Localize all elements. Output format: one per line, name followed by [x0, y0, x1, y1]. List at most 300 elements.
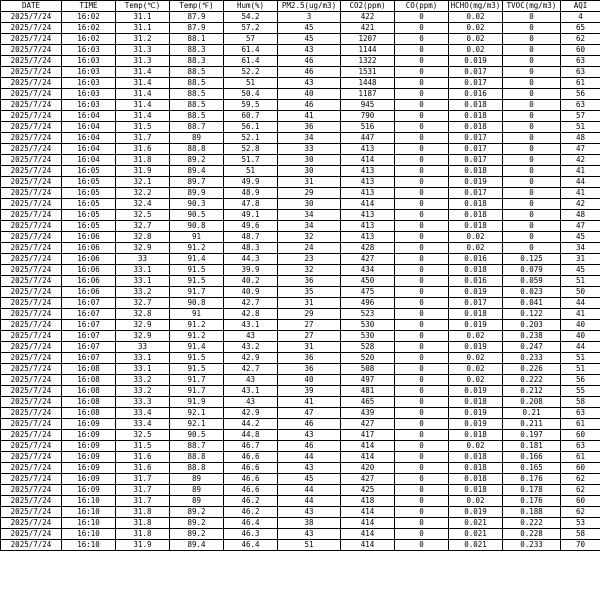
cell-time: 16:03 — [62, 89, 116, 100]
cell-time: 16:04 — [62, 122, 116, 133]
cell-temp-f: 89.2 — [170, 529, 224, 540]
cell-co2: 1448 — [341, 78, 395, 89]
cell-time: 16:09 — [62, 463, 116, 474]
cell-hcho: 0.019 — [449, 287, 503, 298]
cell-co2: 413 — [341, 166, 395, 177]
cell-temp-f: 88.8 — [170, 144, 224, 155]
table-body — [1, 12, 600, 551]
cell-hcho: 0.018 — [449, 210, 503, 221]
cell-time: 16:05 — [62, 177, 116, 188]
cell-date: 2025/7/24 — [1, 397, 62, 408]
cell-pm25: 46 — [278, 56, 341, 67]
table-row — [1, 441, 600, 452]
cell-humidity: 40.9 — [224, 287, 278, 298]
cell-temp-f: 87.9 — [170, 12, 224, 23]
cell-time: 16:06 — [62, 287, 116, 298]
cell-temp-c: 33.1 — [116, 265, 170, 276]
cell-temp-f: 91.5 — [170, 276, 224, 287]
cell-co2: 428 — [341, 243, 395, 254]
cell-tvoc: 0 — [503, 34, 561, 45]
cell-co2: 414 — [341, 529, 395, 540]
cell-tvoc: 0 — [503, 144, 561, 155]
cell-time: 16:08 — [62, 375, 116, 386]
cell-humidity: 46.6 — [224, 452, 278, 463]
cell-hcho: 0.02 — [449, 353, 503, 364]
cell-pm25: 27 — [278, 320, 341, 331]
cell-co2: 523 — [341, 309, 395, 320]
cell-aqi: 48 — [561, 133, 600, 144]
cell-co2: 414 — [341, 155, 395, 166]
cell-pm25: 31 — [278, 342, 341, 353]
header-temp-f: Temp(℉) — [170, 1, 224, 12]
table-row — [1, 12, 600, 23]
cell-aqi: 42 — [561, 199, 600, 210]
cell-humidity: 46.6 — [224, 463, 278, 474]
cell-hcho: 0.021 — [449, 518, 503, 529]
cell-tvoc: 0.233 — [503, 353, 561, 364]
cell-humidity: 50.4 — [224, 89, 278, 100]
cell-co2: 434 — [341, 265, 395, 276]
table-row — [1, 23, 600, 34]
cell-co: 0 — [395, 507, 449, 518]
cell-co: 0 — [395, 287, 449, 298]
cell-co: 0 — [395, 496, 449, 507]
cell-temp-c: 31.7 — [116, 133, 170, 144]
cell-temp-f: 88.5 — [170, 78, 224, 89]
cell-co: 0 — [395, 144, 449, 155]
cell-temp-f: 92.1 — [170, 419, 224, 430]
cell-temp-c: 32.4 — [116, 199, 170, 210]
cell-date: 2025/7/24 — [1, 78, 62, 89]
cell-co: 0 — [395, 298, 449, 309]
cell-co: 0 — [395, 155, 449, 166]
cell-temp-c: 32.9 — [116, 243, 170, 254]
cell-temp-c: 31.6 — [116, 144, 170, 155]
cell-date: 2025/7/24 — [1, 155, 62, 166]
cell-time: 16:07 — [62, 320, 116, 331]
cell-co: 0 — [395, 408, 449, 419]
cell-aqi: 60 — [561, 463, 600, 474]
cell-co2: 413 — [341, 232, 395, 243]
cell-hcho: 0.019 — [449, 386, 503, 397]
cell-date: 2025/7/24 — [1, 111, 62, 122]
cell-date: 2025/7/24 — [1, 430, 62, 441]
cell-temp-f: 90.5 — [170, 430, 224, 441]
cell-co2: 465 — [341, 397, 395, 408]
cell-tvoc: 0.211 — [503, 419, 561, 430]
cell-co: 0 — [395, 232, 449, 243]
cell-temp-f: 89 — [170, 474, 224, 485]
cell-temp-c: 32.2 — [116, 188, 170, 199]
cell-tvoc: 0 — [503, 221, 561, 232]
cell-humidity: 49.9 — [224, 177, 278, 188]
cell-co: 0 — [395, 166, 449, 177]
cell-co2: 414 — [341, 540, 395, 551]
header-co: CO(ppm) — [395, 1, 449, 12]
cell-humidity: 42.7 — [224, 364, 278, 375]
table-row — [1, 287, 600, 298]
cell-pm25: 32 — [278, 232, 341, 243]
cell-co: 0 — [395, 430, 449, 441]
table-row — [1, 100, 600, 111]
cell-date: 2025/7/24 — [1, 276, 62, 287]
cell-humidity: 46.6 — [224, 474, 278, 485]
cell-hcho: 0.02 — [449, 12, 503, 23]
cell-co2: 945 — [341, 100, 395, 111]
cell-tvoc: 0.228 — [503, 529, 561, 540]
cell-co2: 1531 — [341, 67, 395, 78]
cell-co2: 420 — [341, 463, 395, 474]
table-row — [1, 397, 600, 408]
cell-co2: 475 — [341, 287, 395, 298]
cell-aqi: 41 — [561, 309, 600, 320]
cell-time: 16:05 — [62, 188, 116, 199]
cell-pm25: 34 — [278, 210, 341, 221]
cell-temp-f: 88.7 — [170, 441, 224, 452]
cell-humidity: 46.2 — [224, 496, 278, 507]
header-hcho: HCHO(mg/m3) — [449, 1, 503, 12]
cell-temp-f: 91.4 — [170, 254, 224, 265]
table-row — [1, 298, 600, 309]
cell-hcho: 0.016 — [449, 89, 503, 100]
cell-pm25: 44 — [278, 452, 341, 463]
cell-time: 16:08 — [62, 397, 116, 408]
cell-date: 2025/7/24 — [1, 452, 62, 463]
cell-temp-f: 88.8 — [170, 463, 224, 474]
cell-date: 2025/7/24 — [1, 166, 62, 177]
cell-date: 2025/7/24 — [1, 529, 62, 540]
cell-date: 2025/7/24 — [1, 419, 62, 430]
cell-date: 2025/7/24 — [1, 199, 62, 210]
cell-pm25: 44 — [278, 496, 341, 507]
cell-time: 16:09 — [62, 452, 116, 463]
cell-hcho: 0.019 — [449, 177, 503, 188]
cell-humidity: 52.1 — [224, 133, 278, 144]
table-row — [1, 518, 600, 529]
cell-time: 16:07 — [62, 342, 116, 353]
cell-time: 16:07 — [62, 298, 116, 309]
cell-pm25: 36 — [278, 276, 341, 287]
cell-hcho: 0.016 — [449, 276, 503, 287]
cell-pm25: 33 — [278, 144, 341, 155]
cell-temp-f: 91.7 — [170, 386, 224, 397]
cell-pm25: 30 — [278, 166, 341, 177]
cell-hcho: 0.018 — [449, 485, 503, 496]
cell-aqi: 55 — [561, 386, 600, 397]
cell-pm25: 43 — [278, 507, 341, 518]
cell-temp-f: 89 — [170, 496, 224, 507]
cell-temp-c: 33.2 — [116, 375, 170, 386]
cell-hcho: 0.02 — [449, 45, 503, 56]
cell-temp-c: 32.9 — [116, 320, 170, 331]
cell-temp-c: 31.9 — [116, 540, 170, 551]
cell-temp-c: 31.4 — [116, 89, 170, 100]
cell-aqi: 63 — [561, 100, 600, 111]
cell-date: 2025/7/24 — [1, 23, 62, 34]
cell-temp-c: 31.2 — [116, 34, 170, 45]
cell-time: 16:02 — [62, 34, 116, 45]
cell-temp-f: 90.8 — [170, 221, 224, 232]
cell-humidity: 44.8 — [224, 430, 278, 441]
cell-temp-c: 31.1 — [116, 23, 170, 34]
table-row — [1, 276, 600, 287]
header-date: DATE — [1, 1, 62, 12]
cell-aqi: 40 — [561, 331, 600, 342]
cell-temp-c: 32.1 — [116, 177, 170, 188]
cell-pm25: 51 — [278, 540, 341, 551]
cell-tvoc: 0.165 — [503, 463, 561, 474]
table-row — [1, 342, 600, 353]
cell-hcho: 0.019 — [449, 419, 503, 430]
cell-date: 2025/7/24 — [1, 353, 62, 364]
cell-hcho: 0.021 — [449, 540, 503, 551]
cell-time: 16:10 — [62, 518, 116, 529]
cell-temp-c: 32.5 — [116, 430, 170, 441]
cell-tvoc: 0 — [503, 199, 561, 210]
cell-time: 16:07 — [62, 309, 116, 320]
cell-aqi: 51 — [561, 364, 600, 375]
cell-hcho: 0.018 — [449, 265, 503, 276]
cell-tvoc: 0.176 — [503, 474, 561, 485]
table-row — [1, 408, 600, 419]
table-row — [1, 353, 600, 364]
cell-co2: 496 — [341, 298, 395, 309]
cell-aqi: 57 — [561, 111, 600, 122]
cell-co: 0 — [395, 254, 449, 265]
cell-humidity: 43.1 — [224, 320, 278, 331]
cell-date: 2025/7/24 — [1, 177, 62, 188]
cell-pm25: 31 — [278, 298, 341, 309]
cell-time: 16:10 — [62, 529, 116, 540]
header-row — [1, 1, 600, 12]
cell-co2: 413 — [341, 210, 395, 221]
cell-humidity: 61.4 — [224, 45, 278, 56]
cell-date: 2025/7/24 — [1, 243, 62, 254]
cell-temp-f: 88.3 — [170, 56, 224, 67]
cell-hcho: 0.019 — [449, 56, 503, 67]
cell-hcho: 0.019 — [449, 320, 503, 331]
cell-temp-f: 89.2 — [170, 155, 224, 166]
cell-date: 2025/7/24 — [1, 320, 62, 331]
cell-temp-c: 31.7 — [116, 485, 170, 496]
table-row — [1, 529, 600, 540]
cell-pm25: 32 — [278, 265, 341, 276]
cell-time: 16:06 — [62, 265, 116, 276]
cell-pm25: 43 — [278, 78, 341, 89]
table-row — [1, 364, 600, 375]
cell-co: 0 — [395, 133, 449, 144]
cell-co: 0 — [395, 12, 449, 23]
cell-tvoc: 0 — [503, 100, 561, 111]
cell-temp-c: 31.5 — [116, 122, 170, 133]
cell-hcho: 0.018 — [449, 397, 503, 408]
cell-humidity: 42.7 — [224, 298, 278, 309]
table-row — [1, 133, 600, 144]
table-row — [1, 111, 600, 122]
cell-humidity: 42.9 — [224, 353, 278, 364]
cell-tvoc: 0 — [503, 155, 561, 166]
cell-temp-f: 88.5 — [170, 100, 224, 111]
table-row — [1, 34, 600, 45]
cell-temp-c: 31.1 — [116, 12, 170, 23]
cell-co2: 481 — [341, 386, 395, 397]
cell-co: 0 — [395, 529, 449, 540]
table-row — [1, 56, 600, 67]
cell-humidity: 43.2 — [224, 342, 278, 353]
cell-tvoc: 0.023 — [503, 287, 561, 298]
cell-time: 16:03 — [62, 78, 116, 89]
cell-temp-f: 91.5 — [170, 364, 224, 375]
cell-time: 16:04 — [62, 133, 116, 144]
cell-time: 16:09 — [62, 441, 116, 452]
cell-aqi: 60 — [561, 496, 600, 507]
cell-co2: 414 — [341, 441, 395, 452]
cell-co2: 530 — [341, 320, 395, 331]
cell-aqi: 70 — [561, 540, 600, 551]
cell-co: 0 — [395, 78, 449, 89]
cell-temp-f: 91 — [170, 232, 224, 243]
cell-date: 2025/7/24 — [1, 287, 62, 298]
table-row — [1, 386, 600, 397]
cell-date: 2025/7/24 — [1, 122, 62, 133]
table-row — [1, 188, 600, 199]
cell-hcho: 0.018 — [449, 111, 503, 122]
cell-temp-f: 89.7 — [170, 177, 224, 188]
cell-temp-c: 31.4 — [116, 78, 170, 89]
cell-humidity: 44.3 — [224, 254, 278, 265]
cell-tvoc: 0.178 — [503, 485, 561, 496]
cell-time: 16:03 — [62, 100, 116, 111]
cell-hcho: 0.018 — [449, 221, 503, 232]
cell-aqi: 63 — [561, 441, 600, 452]
cell-co: 0 — [395, 210, 449, 221]
cell-co: 0 — [395, 243, 449, 254]
cell-hcho: 0.017 — [449, 155, 503, 166]
cell-aqi: 48 — [561, 210, 600, 221]
cell-co2: 1187 — [341, 89, 395, 100]
cell-co2: 413 — [341, 221, 395, 232]
cell-time: 16:04 — [62, 144, 116, 155]
cell-co: 0 — [395, 485, 449, 496]
cell-co: 0 — [395, 188, 449, 199]
cell-temp-f: 88.8 — [170, 452, 224, 463]
cell-tvoc: 0 — [503, 210, 561, 221]
cell-co2: 439 — [341, 408, 395, 419]
cell-co: 0 — [395, 34, 449, 45]
cell-temp-c: 31.8 — [116, 518, 170, 529]
cell-pm25: 46 — [278, 100, 341, 111]
cell-pm25: 43 — [278, 529, 341, 540]
cell-date: 2025/7/24 — [1, 144, 62, 155]
cell-temp-c: 33 — [116, 254, 170, 265]
cell-pm25: 30 — [278, 199, 341, 210]
cell-temp-c: 33.2 — [116, 386, 170, 397]
cell-temp-c: 31.6 — [116, 463, 170, 474]
cell-aqi: 53 — [561, 518, 600, 529]
cell-time: 16:08 — [62, 386, 116, 397]
cell-time: 16:09 — [62, 474, 116, 485]
cell-temp-c: 32.5 — [116, 210, 170, 221]
cell-co: 0 — [395, 309, 449, 320]
table-row — [1, 155, 600, 166]
cell-time: 16:07 — [62, 331, 116, 342]
cell-aqi: 63 — [561, 408, 600, 419]
cell-aqi: 51 — [561, 353, 600, 364]
table-row — [1, 430, 600, 441]
table-row — [1, 254, 600, 265]
cell-hcho: 0.02 — [449, 364, 503, 375]
cell-date: 2025/7/24 — [1, 89, 62, 100]
cell-humidity: 60.7 — [224, 111, 278, 122]
cell-time: 16:04 — [62, 155, 116, 166]
cell-tvoc: 0.122 — [503, 309, 561, 320]
cell-humidity: 43 — [224, 331, 278, 342]
table-row — [1, 331, 600, 342]
cell-time: 16:10 — [62, 496, 116, 507]
cell-tvoc: 0.233 — [503, 540, 561, 551]
table-row — [1, 199, 600, 210]
table-row — [1, 210, 600, 221]
cell-tvoc: 0.166 — [503, 452, 561, 463]
cell-date: 2025/7/24 — [1, 386, 62, 397]
cell-aqi: 40 — [561, 320, 600, 331]
table-row — [1, 463, 600, 474]
cell-co: 0 — [395, 67, 449, 78]
cell-co2: 450 — [341, 276, 395, 287]
table-row — [1, 122, 600, 133]
cell-pm25: 24 — [278, 243, 341, 254]
cell-co: 0 — [395, 441, 449, 452]
cell-tvoc: 0.125 — [503, 254, 561, 265]
cell-date: 2025/7/24 — [1, 342, 62, 353]
cell-humidity: 46.2 — [224, 507, 278, 518]
cell-date: 2025/7/24 — [1, 485, 62, 496]
cell-co: 0 — [395, 375, 449, 386]
cell-humidity: 42.8 — [224, 309, 278, 320]
cell-temp-f: 91.2 — [170, 320, 224, 331]
cell-pm25: 30 — [278, 155, 341, 166]
cell-time: 16:04 — [62, 111, 116, 122]
cell-temp-f: 91.7 — [170, 287, 224, 298]
cell-co2: 422 — [341, 12, 395, 23]
cell-temp-c: 31.8 — [116, 529, 170, 540]
table-row — [1, 45, 600, 56]
cell-humidity: 46.4 — [224, 540, 278, 551]
table-row — [1, 144, 600, 155]
cell-hcho: 0.02 — [449, 441, 503, 452]
table-row — [1, 221, 600, 232]
cell-aqi: 56 — [561, 375, 600, 386]
cell-tvoc: 0 — [503, 56, 561, 67]
cell-tvoc: 0.181 — [503, 441, 561, 452]
header-tvoc: TVOC(mg/m3) — [503, 1, 561, 12]
cell-humidity: 46.6 — [224, 485, 278, 496]
cell-pm25: 43 — [278, 45, 341, 56]
cell-humidity: 56.1 — [224, 122, 278, 133]
cell-humidity: 59.5 — [224, 100, 278, 111]
cell-temp-c: 31.7 — [116, 496, 170, 507]
cell-pm25: 29 — [278, 188, 341, 199]
cell-pm25: 46 — [278, 419, 341, 430]
cell-temp-f: 90.3 — [170, 199, 224, 210]
cell-hcho: 0.02 — [449, 23, 503, 34]
cell-co2: 508 — [341, 364, 395, 375]
cell-pm25: 41 — [278, 397, 341, 408]
cell-humidity: 46.3 — [224, 529, 278, 540]
cell-hcho: 0.018 — [449, 430, 503, 441]
cell-pm25: 35 — [278, 287, 341, 298]
cell-aqi: 61 — [561, 452, 600, 463]
